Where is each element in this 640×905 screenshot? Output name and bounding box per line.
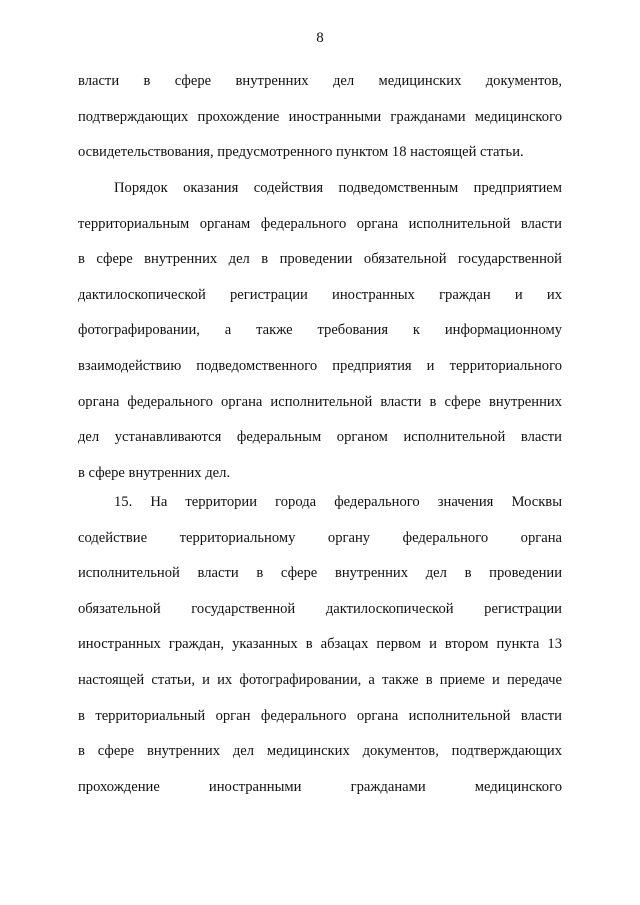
text-line: органа федерального органа исполнительной власти в сфере внутренних xyxy=(78,393,562,410)
text-line: взаимодействию подведомственного предприятия и территориального xyxy=(78,357,562,374)
text-line: в сфере внутренних дел медицинских документов, подтверждающих xyxy=(78,743,562,760)
text-line: иностранных граждан, указанных в абзацах первом и втором пункта 13 xyxy=(78,636,562,653)
text-line: территориальным органам федерального органа исполнительной власти xyxy=(78,215,562,232)
text-line: прохождение иностранными гражданами медицинского xyxy=(78,778,562,795)
text-line: содействие территориальному органу федерального органа xyxy=(78,529,562,546)
text-line: в сфере внутренних дел. xyxy=(78,464,231,481)
text-line: обязательной государственной дактилоскопической регистрации xyxy=(78,600,562,617)
text-line: подтверждающих прохождение иностранными гражданами медицинского xyxy=(78,108,562,125)
text-line: власти в сфере внутренних дел медицинских документов, xyxy=(78,73,562,89)
text-line: настоящей статьи, и их фотографировании, а также в приеме и передаче xyxy=(78,671,562,688)
text-line: исполнительной власти в сфере внутренних дел в проведении xyxy=(78,565,562,582)
text-line: дел устанавливаются федеральным органом исполнительной власти xyxy=(78,429,562,446)
text-line: в территориальный орган федерального органа исполнительной власти xyxy=(78,707,562,724)
text-line: освидетельствования, предусмотренного пунктом 18 настоящей статьи. xyxy=(78,144,524,161)
text-line: 15. На территории города федерального значения Москвы xyxy=(114,494,562,510)
paragraph-continuation xyxy=(78,64,562,171)
text-line: Порядок оказания содействия подведомственным предприятием xyxy=(114,180,562,196)
text-line: дактилоскопической регистрации иностранных граждан и их xyxy=(78,286,562,303)
paragraph-procedure xyxy=(78,171,562,491)
paragraph-item-15 xyxy=(78,485,562,805)
page-number: 8 xyxy=(316,30,324,46)
text-line: фотографировании, а также требования к информационному xyxy=(78,322,562,339)
text-line: в сфере внутренних дел в проведении обязательной государственной xyxy=(78,251,562,268)
